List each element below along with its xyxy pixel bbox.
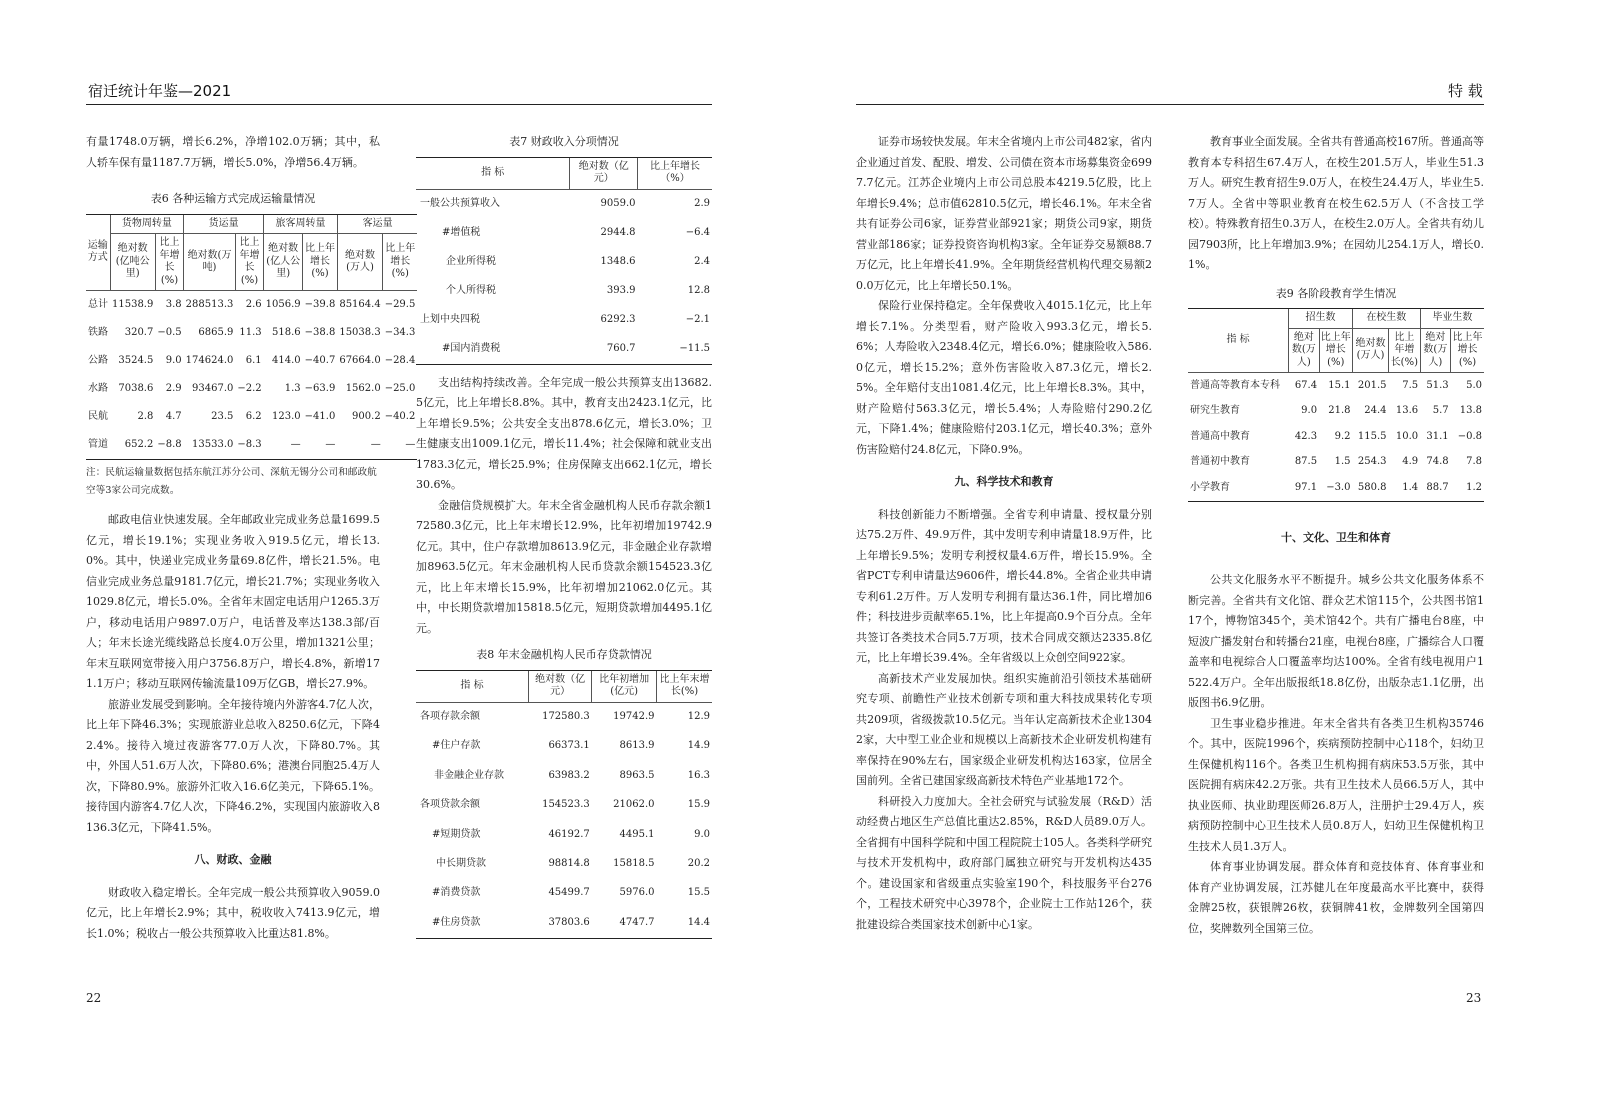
table-row (86, 375, 417, 403)
row-label: 铁路 (88, 326, 108, 338)
table-cell: 7038.6 (118, 382, 154, 394)
table-cell: 172580.3 (542, 710, 590, 722)
paragraph-research: 科研投入力度加大。全社会研究与试验发展（R&D）活动经费占地区生产总值比重达2.85%，R&D人员89.0万人。全省拥有中国科学院和中国工程院院士105人。各类科学研究与技术开发机构中，政府部门属独立研究与开发机构达435个。建设国家和省级重点实验室190个，科技服务平台276个，工程技术研究中心3978个，企业院士工作站126个，获批建设综合类国家技术创新中心1家。 (856, 794, 1152, 931)
table-cell: 9.2 (1334, 430, 1351, 442)
table6-subheader: 比上年增长(%) (155, 234, 183, 291)
table-cell: 1.2 (1451, 475, 1484, 501)
table-cell: 67664.0 (339, 354, 381, 366)
table-row (416, 248, 712, 277)
table-cell: 16.3 (687, 769, 710, 781)
table-cell: 1562.0 (345, 382, 381, 394)
row-label: 研究生教育 (1190, 405, 1240, 416)
table9-subheader: 绝对数(万人) (1289, 328, 1319, 373)
table-cell: 11538.9 (112, 298, 154, 310)
table-cell: — (337, 431, 382, 460)
table-cell: 1.5 (1334, 456, 1351, 467)
table-cell: −39.8 (304, 298, 336, 310)
row-label: 个人所得税 (446, 284, 496, 296)
table-cell: 14.4 (657, 908, 713, 938)
paragraph-hitech: 高新技术产业发展加快。组织实施前沿引领技术基础研究专项、前瞻性产业技术创新专项和重大科技成果转化专项共209项，省级拨款10.5亿元。当年认定高新技术企业13042家，大中型工业企业和规模以上高新技术企业研发机构建有率保持在90%左右，国家级企业研发机构达163家，位居全国前列。全省已建国家级高新技术特色产业基地172个。 (856, 671, 1152, 787)
table-cell: 760.7 (570, 335, 638, 365)
section-heading-science-education: 九、科学技术和教育 (954, 475, 1054, 488)
table-cell: 3524.5 (118, 354, 154, 366)
row-label: 小学教育 (1188, 475, 1289, 501)
paragraph-tourism: 旅游业发展受到影响。全年接待境内外游客4.7亿人次，比上年下降46.3%；实现旅游业总收入8250.6亿元，下降42.4%。接待入境过夜游客77.0万人次，下降80.7%。其中，外国人51.6万人次，下降80.6%；港澳台同胞25.4万人次，下降80.9%。旅游外汇收入16.6亿美元，下降65.1%。接待国内游客4.7亿人次，下降46.2%，实现国内旅游收入8136.3亿元，下降41.5%。 (86, 697, 380, 834)
table-row (86, 319, 417, 347)
table-row (416, 306, 712, 335)
table9-row-header: 指 标 (1188, 309, 1289, 373)
table-row (1188, 475, 1484, 501)
table-cell: 288513.3 (185, 298, 234, 310)
table-row (416, 189, 712, 219)
table-cell: 31.1 (1426, 430, 1449, 442)
table-cell: 320.7 (124, 326, 154, 338)
row-label: 非金融企业存款 (434, 769, 504, 781)
table-cell: 37803.6 (528, 908, 591, 938)
table-cell: 42.3 (1294, 430, 1318, 442)
table8-deposits-loans (416, 670, 712, 939)
table-cell: 15.1 (1328, 379, 1351, 391)
table-cell: 5.7 (1432, 405, 1449, 416)
table6-subheader: 比上年增长(%) (383, 234, 418, 291)
table-cell: 115.5 (1357, 430, 1387, 442)
table-cell: −6.4 (685, 226, 710, 238)
table-cell: 20.2 (687, 857, 710, 869)
table-cell: 900.2 (352, 410, 381, 422)
paragraph-innovation: 科技创新能力不断增强。全省专利申请量、授权量分别达75.2万件、49.9万件，其中发明专利申请量18.9万件，比上年增长9.5%；发明专利授权量4.6万件，增长15.9%。全省PCT专利申请量达9606件，增长44.8%。全省企业共申请专利61.2万件。万人发明专利拥有量达36.1件，同比增加6件；科技进步贡献率65.1%，比上年提高0.9个百分点。全年共签订各类技术合同5.7万项，技术合同成交额达2335.8亿元，比上年增长39.4%。全年省级以上众创空间922家。 (856, 507, 1152, 664)
paragraph-vehicles: 有量1748.0万辆，增长6.2%，净增102.0万辆；其中，私人轿车保有量1187.7万辆，增长5.0%，净增56.4万辆。 (86, 135, 380, 169)
row-label: 公路 (88, 354, 108, 366)
table7-body (416, 189, 712, 364)
table-cell: 2.9 (165, 382, 182, 394)
page-number-left: 22 (86, 991, 102, 1005)
table6-group-header: 旅客周转量 (264, 214, 338, 234)
table-cell: 2.4 (694, 255, 710, 267)
table7-header: 指 标 (416, 157, 570, 189)
table-cell: 4495.1 (619, 828, 655, 840)
table-cell: 4.9 (1402, 456, 1419, 467)
table6-subheader: 绝对数(万吨) (184, 234, 236, 291)
table6-transport (86, 214, 417, 461)
table-cell: −3.0 (1319, 475, 1352, 501)
table6-group-header: 客运量 (337, 214, 417, 234)
table-cell: 15.9 (687, 799, 710, 811)
row-label: 一般公共预算收入 (420, 197, 500, 209)
table-cell: 580.8 (1352, 475, 1388, 501)
table-cell: −11.5 (638, 335, 713, 365)
table-row (416, 277, 712, 306)
table9-subheader: 比上年增长(%) (1319, 328, 1352, 373)
table-cell: 11.3 (239, 326, 262, 338)
section-heading-finance: 八、财政、金融 (194, 853, 272, 866)
table6-note: 注：民航运输量数据包括东航江苏分公司、深航无锡分公司和邮政航空等3家公司完成数。 (86, 467, 378, 496)
table-cell: −0.5 (157, 326, 182, 338)
table-cell: 8963.5 (619, 769, 655, 781)
table6-subheader: 比上年增长(%) (303, 234, 338, 291)
table8-caption: 表8 年末金融机构人民币存贷款情况 (476, 648, 652, 661)
table-row (416, 335, 712, 365)
row-label: 普通初中教育 (1190, 456, 1250, 467)
row-label: 企业所得税 (446, 255, 496, 267)
table-row (416, 761, 712, 790)
table-cell: 19742.9 (613, 710, 655, 722)
table-cell: 87.5 (1294, 456, 1318, 467)
table-cell: 67.4 (1294, 379, 1318, 391)
table6-subheader: 绝对数(亿吨公里) (110, 234, 155, 291)
table-cell: 85164.4 (339, 298, 381, 310)
table-cell: 174624.0 (185, 354, 234, 366)
row-label: 普通高中教育 (1190, 430, 1250, 442)
table-row (416, 908, 712, 938)
table8-header: 绝对数（亿元） (528, 670, 591, 702)
table9-subheader: 绝对数(万人) (1420, 328, 1450, 373)
table7-header: 比上年增长（%） (638, 157, 713, 189)
table6-caption: 表6 各种运输方式完成运输量情况 (150, 192, 316, 205)
table-cell: 74.8 (1426, 456, 1449, 467)
table-cell: 9059.0 (600, 197, 636, 209)
table-cell: 23.5 (211, 410, 234, 422)
table-cell: 93467.0 (192, 382, 234, 394)
section-heading-culture-health-sports: 十、文化、卫生和体育 (1281, 530, 1391, 544)
table-cell: 15818.5 (613, 857, 655, 869)
table-row (416, 791, 712, 820)
table-cell: 9.0 (1301, 405, 1318, 416)
table-row (86, 291, 417, 320)
table-cell: 15.5 (687, 887, 710, 899)
row-label: 中长期贷款 (436, 857, 486, 869)
table-cell: 652.2 (110, 431, 155, 460)
row-label: #消费贷款 (432, 887, 481, 899)
paragraph-fiscal-revenue: 财政收入稳定增长。全年完成一般公共预算收入9059.0亿元，比上年增长2.9%；其中，税收收入7413.9亿元，增长1.0%；税收占一般公共预算收入比重达81.8%。 (86, 885, 380, 940)
column-1 (86, 132, 416, 944)
table-cell: — (383, 431, 418, 460)
column-2 (416, 132, 712, 939)
table-cell: −40.7 (304, 354, 336, 366)
table8-header: 比年初增加(亿元) (592, 670, 657, 702)
table6-row-header: 运输方式 (86, 214, 110, 291)
table-cell: −28.4 (384, 354, 416, 366)
table-row (1188, 373, 1484, 399)
table9-education-students (1188, 308, 1484, 502)
table-cell: 393.9 (606, 284, 636, 296)
table-cell: −2.1 (685, 313, 710, 325)
paragraph-culture: 公共文化服务水平不断提升。城乡公共文化服务体系不断完善。全省共有文化馆、群众艺术馆115个，公共图书馆117个，博物馆345个，美术馆42个。共有广播电台8座，中短波广播发射台和转播台21座，电视台8座，广播综合人口覆盖率和电视综合人口覆盖率均达100%。全省有线电视用户1522.4万户。全年出版报纸18.8亿份，出版杂志1.1亿册，出版图书6.9亿册。 (1188, 573, 1484, 709)
table6-subheader: 比上年增长(%) (235, 234, 263, 291)
table-cell: 1348.6 (600, 255, 636, 267)
paragraph-credit: 金融信贷规模扩大。年末全省金融机构人民币存款余额172580.3亿元，比上年末增长12.9%，比年初增加19742.9亿元。其中，住户存款增加8613.9亿元，非金融企业存款增加8963.5亿元。年末金融机构人民币贷款余额154523.3亿元，比上年末增长15.9%，比年初增加21062.0亿元。其中，中长期贷款增加15818.5亿元，短期贷款增加4495.1亿元。 (416, 498, 712, 635)
table-cell: 4.7 (165, 410, 182, 422)
table-cell: 13.6 (1395, 405, 1419, 416)
paragraph-securities: 证券市场较快发展。年末全省境内上市公司482家，省内企业通过首发、配股、增发、公司债在资本市场募集资金6997.7亿元。江苏企业境内上市公司总股本4219.5亿股，比上年增长9.4%；总市值62810.5亿元，增长46.1%。年末全省共有证券公司6家，证券营业部921家；期货公司9家，期货营业部186家；证券投资咨询机构3家。全年证券交易额88.7万亿元，比上年增长41.9%。全年期货经营机构代理交易额20.0万亿元，比上年增长50.1%。 (856, 135, 1152, 292)
table-row (86, 403, 417, 431)
table-cell: 12.9 (687, 710, 710, 722)
table-cell: 6865.9 (198, 326, 234, 338)
table-cell: 13.8 (1459, 405, 1482, 416)
table9-group-header: 在校生数 (1352, 309, 1420, 329)
table-cell: 5976.0 (619, 887, 655, 899)
table-cell: — (264, 431, 303, 460)
row-label: 总计 (88, 298, 108, 310)
table9-subheader: 比上年增长(%) (1451, 328, 1484, 373)
running-header-section: 特 载 (1448, 82, 1483, 100)
table9-body (1188, 373, 1484, 502)
table-row (86, 431, 417, 460)
table-cell: −38.8 (304, 326, 336, 338)
row-label: #住房贷款 (416, 908, 528, 938)
paragraph-expenditure: 支出结构持续改善。全年完成一般公共预算支出13682.5亿元，比上年增长8.8%。其中，教育支出2423.1亿元，比上年增长9.5%；公共安全支出878.6亿元，增长3.0%；卫生健康支出1009.1亿元，增长11.4%；社会保障和就业支出1783.3亿元，增长25.9%；住房保障支出662.1亿元，增长30.6%。 (416, 375, 712, 491)
table8-header: 指 标 (416, 670, 528, 702)
table-cell: 8613.9 (619, 740, 655, 752)
table9-caption: 表9 各阶段教育学生情况 (1275, 286, 1397, 300)
table-cell: −25.0 (384, 382, 416, 394)
table-cell: 3.8 (165, 298, 182, 310)
table8-body (416, 702, 712, 938)
table-cell: 12.8 (687, 284, 710, 296)
row-label: #增值税 (442, 226, 481, 238)
table-cell: 2.9 (694, 197, 710, 209)
page-number-right: 23 (1466, 991, 1482, 1005)
table-cell: 21.8 (1328, 405, 1351, 416)
table9-subheader: 绝对数(万人) (1352, 328, 1388, 373)
table-cell: 1.4 (1389, 475, 1421, 501)
table-cell: 7.5 (1402, 379, 1419, 391)
table-cell: 45499.7 (548, 887, 590, 899)
table-cell: 6.1 (245, 354, 262, 366)
table-cell: 1.3 (284, 382, 301, 394)
table-cell: 63983.2 (548, 769, 590, 781)
table6-group-header: 货物周转量 (110, 214, 184, 234)
paragraph-health: 卫生事业稳步推进。年末全省共有各类卫生机构35746个。其中，医院1996个，疾病预防控制中心118个，妇幼卫生保健机构116个。各类卫生机构拥有病床53.5万张，其中医院拥有病床42.2万张。共有卫生技术人员66.5万人，其中执业医师、执业助理医师26.8万人，注册护士29.4万人，疾病预防控制中心卫生技术人员0.8万人，妇幼卫生保健机构卫生技术人员1.3万人。 (1188, 716, 1484, 853)
table-cell: 15038.3 (339, 326, 381, 338)
table9-subheader: 比上年增长(%) (1389, 328, 1421, 373)
table-cell: 5.0 (1466, 379, 1482, 391)
row-label: #住户存款 (432, 740, 481, 752)
left-page (0, 0, 800, 1099)
table-cell: 46192.7 (548, 828, 590, 840)
right-page (800, 0, 1609, 1099)
table-cell: 2944.8 (600, 226, 636, 238)
header-rule (856, 104, 1484, 105)
running-header-title: 宿迁统计年鉴—2021 (88, 82, 232, 100)
table-cell: −41.0 (304, 410, 336, 422)
table7-fiscal-revenue (416, 157, 712, 365)
table-cell: 1056.9 (265, 298, 301, 310)
table-cell: — (303, 431, 338, 460)
table6-subheader: 绝对数(亿人公里) (264, 234, 303, 291)
table-cell: −2.2 (237, 382, 262, 394)
row-label: 各项存款余额 (420, 710, 480, 722)
table9-group-header: 招生数 (1289, 309, 1353, 329)
row-label: 水路 (88, 382, 108, 394)
table-row (86, 347, 417, 375)
table-cell: 123.0 (272, 410, 301, 422)
column-3 (856, 132, 1152, 935)
table7-caption: 表7 财政收入分项情况 (509, 135, 619, 148)
paragraph-insurance: 保险行业保持稳定。全年保费收入4015.1亿元，比上年增长7.1%。分类型看，财产险收入993.3亿元，增长5.6%；人寿险收入2348.4亿元，增长6.0%；健康险收入586.0亿元，增长15.2%；意外伤害险收入87.3亿元，增长2.5%。全年赔付支出1081.4亿元，比上年增长8.3%。其中，财产险赔付563.3亿元，增长5.4%；人寿险赔付290.2亿元，下降1.4%；健康险赔付203.1亿元，增长40.3%；意外伤害险赔付24.8亿元，下降0.9%。 (856, 299, 1152, 456)
table-cell: −34.3 (384, 326, 416, 338)
table-cell: 6292.3 (600, 313, 636, 325)
table-cell: 9.0 (165, 354, 182, 366)
header-rule (86, 104, 712, 105)
table-cell: 13533.0 (184, 431, 236, 460)
table-row (1188, 399, 1484, 425)
row-label: 各项贷款余额 (420, 799, 480, 811)
table-cell: 97.1 (1289, 475, 1319, 501)
table-cell: 4747.7 (592, 908, 657, 938)
table-cell: 51.3 (1426, 379, 1449, 391)
row-label: 管道 (86, 431, 110, 460)
table9-group-header: 毕业生数 (1420, 309, 1484, 329)
row-label: #短期贷款 (432, 828, 481, 840)
table-cell: 201.5 (1357, 379, 1387, 391)
table-row (416, 879, 712, 908)
table-cell: 21062.0 (613, 799, 655, 811)
table-cell: 14.9 (687, 740, 710, 752)
table-row (416, 219, 712, 248)
table-cell: −29.5 (384, 298, 416, 310)
table-cell: 414.0 (272, 354, 301, 366)
table-cell: 66373.1 (548, 740, 590, 752)
table-cell: 7.8 (1466, 456, 1482, 467)
table-row (416, 849, 712, 878)
table-cell: 6.2 (245, 410, 262, 422)
table6-group-header: 货运量 (184, 214, 264, 234)
table-row (416, 820, 712, 849)
table-cell: 254.3 (1357, 456, 1387, 467)
table-cell: 88.7 (1420, 475, 1450, 501)
table6-subheader: 绝对数(万人) (337, 234, 382, 291)
table6-body (86, 291, 417, 460)
table-cell: 154523.3 (542, 799, 590, 811)
table-row (416, 702, 712, 732)
row-label: 民航 (88, 410, 108, 422)
table-cell: −8.3 (235, 431, 263, 460)
row-label: 上划中央四税 (420, 313, 480, 325)
paragraph-education: 教育事业全面发展。全省共有普通高校167所。普通高等教育本专科招生67.4万人，在校生201.5万人，毕业生51.3万人。研究生教育招生9.0万人，在校生24.4万人，毕业生5.7万人。全省中等职业教育在校生62.5万人（不含技工学校）。特殊教育招生0.3万人，在校生2.0万人。全省共有幼儿园7903所，比上年增加3.9%；在园幼儿254.1万人，增长0.1%。 (1188, 135, 1484, 271)
table-cell: 24.4 (1364, 405, 1387, 416)
table-cell: −40.2 (384, 410, 416, 422)
paragraph-post-telecom: 邮政电信业快速发展。全年邮政业完成业务总量1699.5亿元，增长19.1%；实现业务收入919.5亿元，增长13.0%。其中，快递业完成业务量69.8亿件，增长21.5%。电信业完成业务总量9181.7亿元，增长21.7%；实现业务收入1029.8亿元，增长5.0%。全省年末固定电话用户1265.3万户，移动电话用户9897.0万户，电话普及率达138.3部/百人；年末长途光缆线路总长度4.0万公里，增加1321公里；年末互联网宽带接入用户3756.8万户，增长4.8%，新增171.1万户；移动互联网传输流量109万亿GB，增长27.9%。 (86, 513, 380, 690)
table-row (416, 732, 712, 761)
table-cell: 518.6 (272, 326, 301, 338)
table-cell: 2.8 (137, 410, 154, 422)
table-cell: −8.8 (155, 431, 183, 460)
table-cell: 2.6 (245, 298, 262, 310)
table-cell: 10.0 (1395, 430, 1419, 442)
row-label: #国内消费税 (416, 335, 570, 365)
table8-header: 比上年末增长(%) (657, 670, 713, 702)
table-row (1188, 424, 1484, 450)
column-4 (1188, 132, 1484, 939)
table-cell: −0.8 (1457, 430, 1482, 442)
table7-header: 绝对数（亿元） (570, 157, 638, 189)
paragraph-sports: 体育事业协调发展。群众体育和竞技体育、体育事业和体育产业协调发展，江苏健儿在年度最高水平比赛中，获得金牌25枚，获银牌26枚，获铜牌41枚，金牌数列全国第四位，奖牌数列全国第三位。 (1188, 860, 1484, 935)
row-label: 普通高等教育本专科 (1190, 379, 1280, 391)
table-row (1188, 450, 1484, 476)
table-cell: 98814.8 (548, 857, 590, 869)
table-cell: −63.9 (304, 382, 336, 394)
table-cell: 9.0 (694, 828, 710, 840)
